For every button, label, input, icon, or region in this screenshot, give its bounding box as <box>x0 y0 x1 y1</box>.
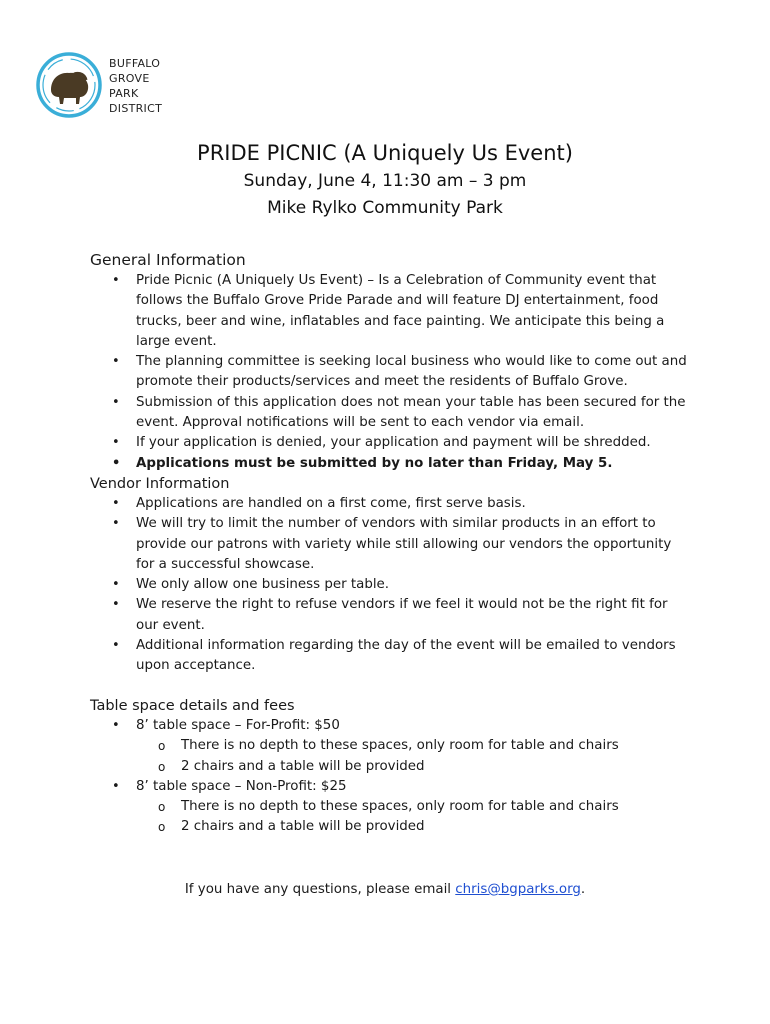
footer-text: If you have any questions, please email <box>184 882 456 897</box>
list-item: • Additional information regarding the day of the event will be emailed to vendors upon acceptance. <box>90 636 690 677</box>
logo-line: GROVE <box>109 72 150 85</box>
email-link[interactable]: chris@bgparks.org <box>455 882 581 897</box>
sub-list <box>90 797 690 838</box>
logo-line: PARK <box>109 87 139 100</box>
sub-list-item: o 2 chairs and a table will be provided <box>90 817 690 837</box>
logo-line: BUFFALO <box>109 57 161 70</box>
list-item: • If your application is denied, your application and payment will be shredded. <box>90 433 690 453</box>
list-item: • Pride Picnic (A Uniquely Us Event) – Is a Celebration of Community event that follows the Buffalo Grove Pride Parade and will feature DJ entertainment, food trucks, beer and wine, inflatables and face painting. We anticipate this being a large event. <box>90 271 690 352</box>
buffalo-logo-icon <box>34 50 104 120</box>
vendor-list <box>90 494 690 677</box>
contact-footer <box>0 880 770 900</box>
list-item: • We only allow one business per table. <box>90 575 690 595</box>
table-fee-list <box>90 777 690 797</box>
list-item: • Submission of this application does not mean your table has been secured for the event. Approval notifications will be sent to each vendor via email. <box>90 393 690 434</box>
fee-label: 8’ table space – Non-Profit: $25 <box>136 778 347 794</box>
table-fee-list <box>90 716 690 736</box>
event-location: Mike Rylko Community Park <box>267 198 503 218</box>
title-block <box>0 138 770 222</box>
general-list <box>90 271 690 474</box>
sub-list-item: o There is no depth to these spaces, only room for table and chairs <box>90 736 690 756</box>
list-item: • The planning committee is seeking local business who would like to come out and promote their products/services and meet the residents of Buffalo Grove. <box>90 352 690 393</box>
vendor-information-section <box>90 474 690 677</box>
list-item <box>90 777 690 797</box>
logo-line: DISTRICT <box>109 102 163 115</box>
list-item-deadline: • Applications must be submitted by no later than Friday, May 5. <box>90 454 690 474</box>
logo-text <box>109 56 162 116</box>
sub-list <box>90 736 690 777</box>
sub-list-item: o There is no depth to these spaces, only room for table and chairs <box>90 797 690 817</box>
footer-end: . <box>580 882 586 897</box>
section-heading: Table space details and fees <box>90 698 295 714</box>
table-space-section <box>90 696 690 838</box>
sub-list-item: o 2 chairs and a table will be provided <box>90 757 690 777</box>
list-item <box>90 716 690 736</box>
fee-label: 8’ table space – For-Profit: $50 <box>136 718 340 733</box>
list-item: • We will try to limit the number of vendors with similar products in an effort to provide our patrons with variety while still allowing our vendors the opportunity for a successful showcase. <box>90 514 690 575</box>
section-heading: Vendor Information <box>90 476 230 492</box>
section-heading: General Information <box>90 251 246 269</box>
event-date: Sunday, June 4, 11:30 am – 3 pm <box>243 171 527 191</box>
list-item: • We reserve the right to refuse vendors if we feel it would not be the right fit for our event. <box>90 595 690 636</box>
list-item: • Applications are handled on a first come, first serve basis. <box>90 494 690 514</box>
general-information-section <box>90 250 690 474</box>
page-title: PRIDE PICNIC (A Uniquely Us Event) <box>197 141 573 165</box>
